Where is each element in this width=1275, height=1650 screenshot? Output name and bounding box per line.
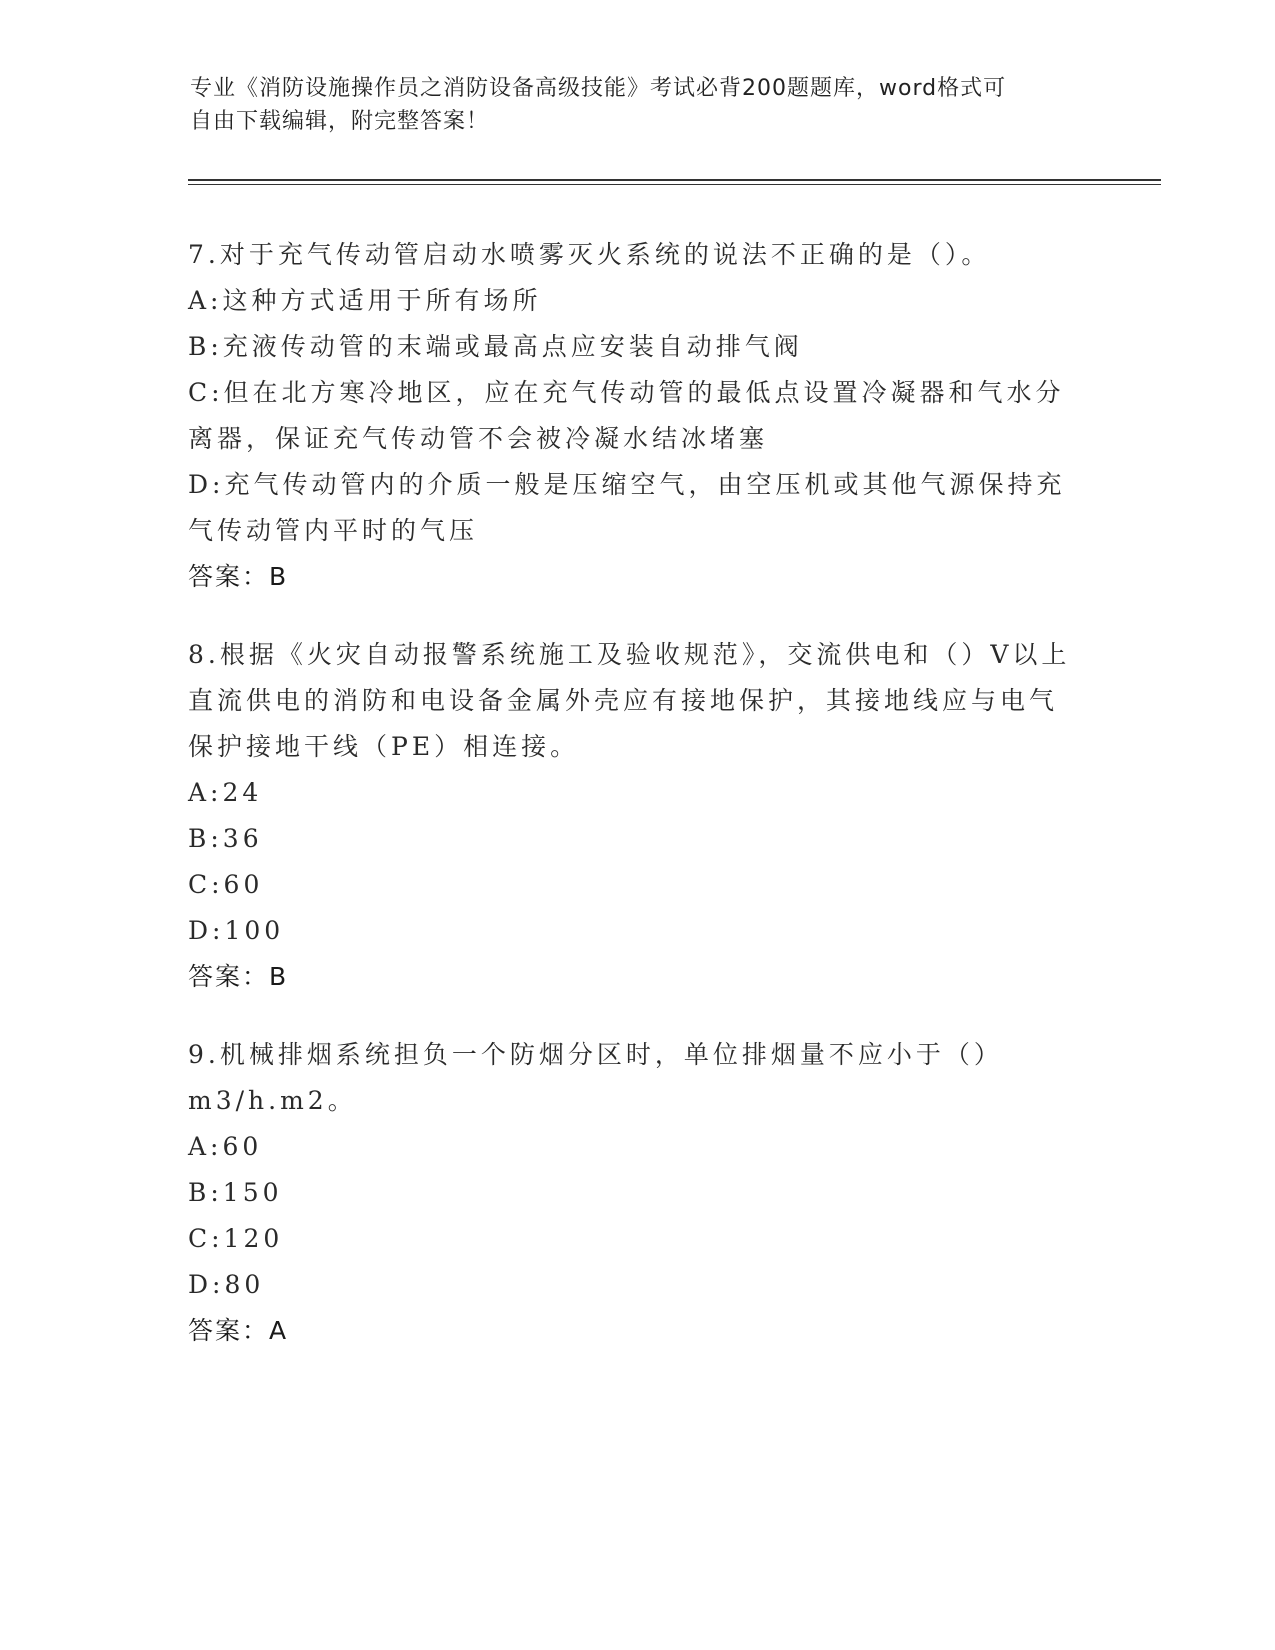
- header-line-1: 专业《消防设施操作员之消防设备高级技能》考试必背200题题库，word格式可: [190, 76, 1007, 101]
- header-divider-thick: [188, 179, 1161, 181]
- option-line: B:150: [188, 1178, 283, 1207]
- option-b: [188, 816, 1088, 862]
- option-line: 离器，保证充气传动管不会被冷凝水结冰堵塞: [188, 424, 769, 453]
- option-line: B:36: [188, 824, 263, 853]
- option-line: B:充液传动管的末端或最高点应安装自动排气阀: [188, 332, 803, 361]
- option-line: D:80: [188, 1270, 265, 1299]
- question-8: [188, 632, 1088, 1000]
- option-c: [188, 1216, 1088, 1262]
- option-d: [188, 1262, 1088, 1308]
- answer-label: 答案：A: [188, 1316, 289, 1345]
- question-stem-line: 8.根据《火灾自动报警系统施工及验收规范》，交流供电和（）V以上: [188, 640, 1071, 669]
- question-list: [188, 232, 1088, 1386]
- option-b: [188, 324, 1088, 370]
- document-header: [190, 72, 1090, 138]
- header-divider-thin: [188, 184, 1161, 185]
- question-9: [188, 1032, 1088, 1354]
- option-line: A:24: [188, 778, 263, 807]
- option-line: 气传动管内平时的气压: [188, 516, 479, 545]
- question-7: [188, 232, 1088, 600]
- option-line: A:60: [188, 1132, 263, 1161]
- option-a: [188, 278, 1088, 324]
- option-line: A:这种方式适用于所有场所: [188, 286, 542, 315]
- question-stem-line: 直流供电的消防和电设备金属外壳应有接地保护，其接地线应与电气: [188, 686, 1059, 715]
- answer-label: 答案：B: [188, 962, 289, 991]
- option-line: C:120: [188, 1224, 284, 1253]
- option-c: [188, 370, 1088, 462]
- option-a: [188, 770, 1088, 816]
- option-b: [188, 1170, 1088, 1216]
- answer-label: 答案：B: [188, 562, 289, 591]
- option-c: [188, 862, 1088, 908]
- option-line: C:但在北方寒冷地区，应在充气传动管的最低点设置冷凝器和气水分: [188, 378, 1065, 407]
- question-stem-line: 7.对于充气传动管启动水喷雾灭火系统的说法不正确的是（）。: [188, 240, 991, 269]
- question-stem-line: 9.机械排烟系统担负一个防烟分区时，单位排烟量不应小于（）: [188, 1040, 1003, 1069]
- question-stem-line: 保护接地干线（PE）相连接。: [188, 732, 580, 761]
- option-a: [188, 1124, 1088, 1170]
- option-d: [188, 908, 1088, 954]
- option-d: [188, 462, 1088, 554]
- header-line-2: 自由下载编辑，附完整答案！: [190, 109, 490, 134]
- option-line: C:60: [188, 870, 264, 899]
- option-line: D:充气传动管内的介质一般是压缩空气，由空压机或其他气源保持充: [188, 470, 1066, 499]
- question-stem-line: m3/h.m2。: [188, 1086, 357, 1115]
- option-line: D:100: [188, 916, 285, 945]
